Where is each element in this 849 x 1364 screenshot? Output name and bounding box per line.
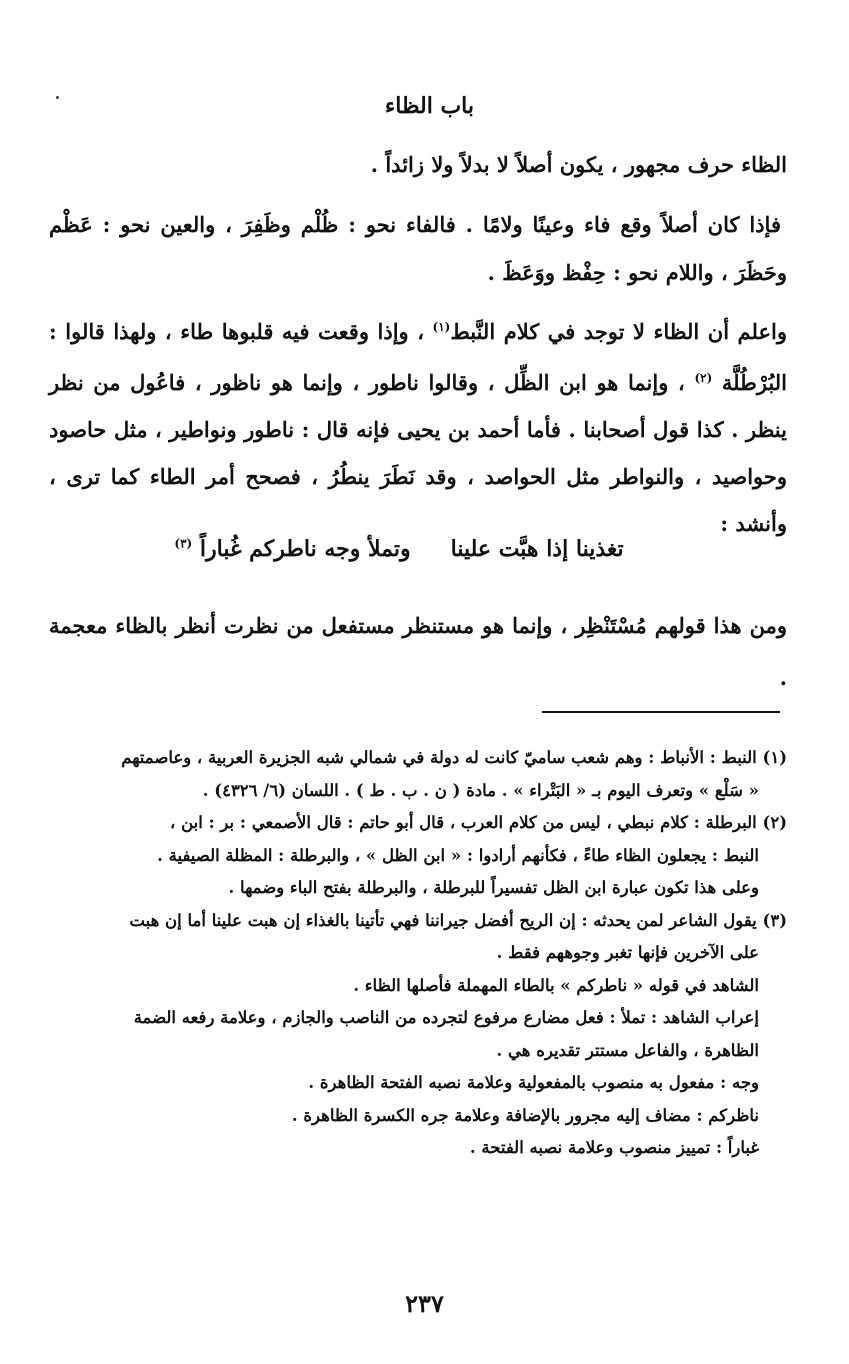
footnote-line: غباراً : تمييز منصوب وعلامة نصبه الفتحة . bbox=[469, 1138, 759, 1157]
footnote-ref-2: (٢) bbox=[694, 371, 713, 385]
footnote-separator bbox=[542, 711, 780, 713]
verse-hemistich-1: تغذينا إذا هبَّت علينا bbox=[450, 536, 624, 562]
footnote-line: (٢) البرطلة : كلام نبطي ، ليس من كلام العرب ، قال أبو حاتم : قال الأصمعي : بر : ابن ، bbox=[170, 813, 787, 832]
footnote-line: (١) النبط : الأنباط : وهم شعب ساميّ كانت له دولة في شمالي شبه الجزيرة العربية ، وعاصمتهم bbox=[121, 748, 787, 767]
footnote-line: وعلى هذا تكون عبارة ابن الظل تفسيراً للبرطلة ، والبرطلة بفتح الباء وضمها . bbox=[228, 878, 759, 897]
poetry-verse bbox=[149, 536, 649, 562]
paragraph-2: فإذا كان أصلاً وقع فاء وعينًا ولامًا . فالفاء نحو : ظُلْم وظَفِرَ ، والعين نحو : عَظْم وحَظَرَ ، واللام نحو : حِفْظ ووَعَظَ . bbox=[49, 212, 787, 285]
scan-speck bbox=[56, 96, 59, 99]
page-number: ٢٣٧ bbox=[405, 1289, 444, 1318]
paragraph-1: الظاء حرف مجهور ، يكون أصلاً لا بدلاً ولا زائداً . bbox=[370, 152, 787, 177]
paragraph-3 bbox=[49, 304, 787, 547]
chapter-title: باب الظاء bbox=[384, 93, 474, 119]
footnote-line: وجه : مفعول به منصوب بالمفعولية وعلامة نصبه الفتحة الظاهرة . bbox=[308, 1073, 759, 1092]
footnotes bbox=[49, 742, 787, 1165]
verse-hemistich-2-text: وتملأ وجه ناطركم غُباراً bbox=[199, 536, 411, 562]
footnote-line: ناظركم : مضاف إليه مجرور بالإضافة وعلامة جره الكسرة الظاهرة . bbox=[291, 1105, 759, 1125]
paragraph-3-text-c: ، وإنما هو ابن الظِّل ، وقالوا ناطور ، وإنما هو ناظور ، فاعُول من نظر ينظر . كذا قول أصحابنا . فأما أحمد بن يحيى فإنه قال : ناطور ونواطير ، مثل حاصود وحواصيد ، والنواطر مثل الحواصد ، وقد نَطَرَ ينطُرُ ، فصحح أمر الطاء كما ترى ، وأنشد : bbox=[49, 370, 787, 536]
footnote-ref-1: (١) bbox=[432, 320, 451, 334]
verse-hemistich-2 bbox=[174, 536, 410, 562]
paragraph-3-text-b: ، وإذا وقعت فيه قلبوها طاء ، ولهذا قالوا : البُرْطُلَّة bbox=[49, 319, 788, 395]
paragraph-4: ومن هذا قولهم مُسْتَنْظِر ، وإنما هو مستنظر مستفعل من نظرت أنظر بالظاء معجمة . bbox=[49, 613, 787, 690]
footnote-line: الظاهرة ، والفاعل مستتر تقديره هي . bbox=[496, 1040, 759, 1060]
footnote-line: (٣) يقول الشاعر لمن يحدثه : إن الريح أفضل جيراننا فهي تأتينا بالغذاء إن هبت علينا أما إن هبت bbox=[129, 910, 787, 930]
paragraph-3-text-a: واعلم أن الظاء لا توجد في كلام النَّبط bbox=[450, 319, 787, 344]
footnote-line: على الآخرين فإنها تغبر وجوههم فقط . bbox=[496, 943, 759, 962]
footnote-line: إعراب الشاهد : تملأ : فعل مضارع مرفوع لتجرده من الناصب والجازم ، وعلامة رفعه الضمة bbox=[133, 1008, 759, 1027]
footnote-line: « سَلْع » وتعرف اليوم بـ « البَتْراء » . مادة ( ن . ب . ط ) . اللسان (٦/ ٤٣٢٦) . bbox=[202, 780, 759, 800]
footnote-line: النبط : يجعلون الظاء طاءً ، فكأنهم أرادوا : « ابن الظل » ، والبرطلة : المظلة الصيفية . bbox=[157, 845, 759, 865]
footnote-line: الشاهد في قوله « ناطركم » بالطاء المهملة فأصلها الظاء . bbox=[353, 975, 759, 995]
footnote-ref-3: (٣) bbox=[174, 536, 193, 551]
